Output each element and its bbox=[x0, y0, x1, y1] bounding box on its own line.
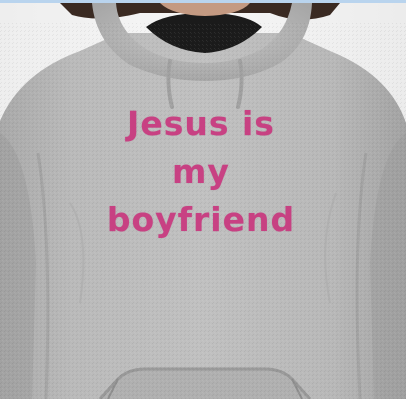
print-line-1: Jesus is bbox=[127, 104, 275, 143]
print-line-3: boyfriend bbox=[106, 200, 296, 239]
bottom-margin bbox=[0, 399, 406, 406]
shirt-print-text bbox=[96, 100, 306, 244]
print-line-2: my bbox=[172, 152, 230, 191]
